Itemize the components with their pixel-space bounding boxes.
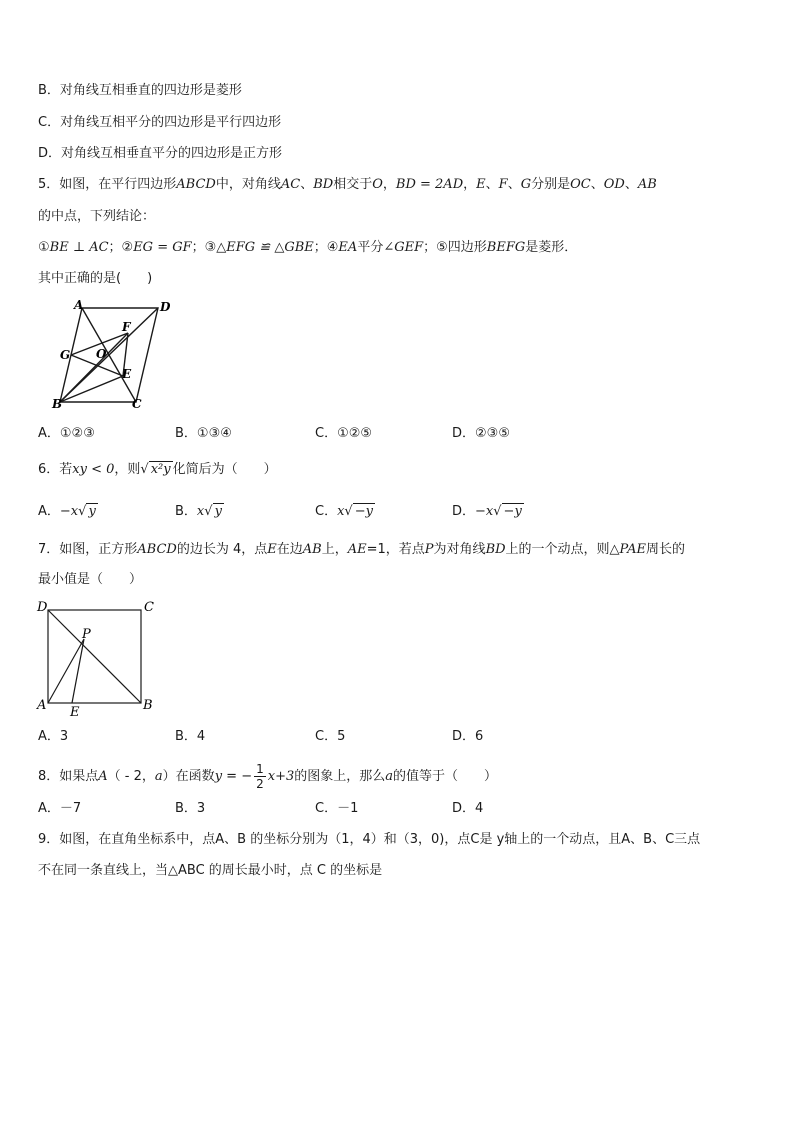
q8-option-a[interactable]: A．－7: [38, 801, 82, 816]
q5-option-c[interactable]: C．①②⑤: [315, 426, 373, 441]
q5-stem-line1: 5．如图，在平行四边形ABCD中，对角线AC、BD相交于O，BD = 2AD，E、F、G分别是OC、OD、AB: [38, 177, 657, 192]
q6-stem: 6．若xy < 0，则√ x²y 化简后为（ ）: [38, 462, 277, 477]
diagonal-db: [48, 610, 141, 703]
q7-option-c[interactable]: C．5: [315, 729, 346, 744]
q6-option-d[interactable]: D．−x√ −y: [452, 504, 522, 519]
label-d: D: [37, 600, 48, 615]
label-a: A: [74, 298, 84, 312]
q6-option-a[interactable]: A．−x√ y: [38, 504, 96, 519]
q5-conclusions: ①BE ⊥ AC；②EG = GF；③△EFG ≌ △GBE；④EA平分∠GEF；⑤四边形BEFG是菱形．: [38, 240, 578, 255]
q5-question: 其中正确的是( ): [38, 271, 153, 286]
segment-be: [60, 376, 123, 402]
q8-option-c[interactable]: C．－1: [315, 801, 359, 816]
q7-option-a[interactable]: A．3: [38, 729, 69, 744]
q5-option-d[interactable]: D．②③⑤: [452, 426, 510, 441]
q8-option-d[interactable]: D．4: [452, 801, 484, 816]
q5-option-b[interactable]: B．①③④: [175, 426, 232, 441]
label-c: C: [132, 397, 142, 411]
label-b: B: [52, 397, 63, 411]
q8-option-b[interactable]: B．3: [175, 801, 206, 816]
label-o: O: [96, 347, 107, 361]
q7-square-figure: [34, 596, 164, 720]
q8-fraction: $\frac{1}{2}$: [256, 762, 264, 791]
label-f: F: [122, 320, 131, 334]
q6-option-c[interactable]: C．x√ −y: [315, 504, 373, 519]
q7-option-b[interactable]: B．4: [175, 729, 206, 744]
q5-parallelogram-figure: [50, 298, 180, 413]
label-d: D: [160, 300, 171, 314]
label-e: E: [70, 705, 80, 720]
label-a: A: [37, 698, 47, 713]
q7-stem-line1: 7．如图，正方形ABCD的边长为 4，点E在边AB上，AE=1，若点P为对角线BD上的一个动点，则△PAE周长的: [38, 542, 685, 557]
q5-option-a[interactable]: A．①②③: [38, 426, 95, 441]
q5-stem-line2: 的中点，下列结论：: [38, 209, 156, 224]
prev-option-c: C．对角线互相平分的四边形是平行四边形: [38, 115, 282, 130]
label-e: E: [122, 367, 132, 381]
label-b: B: [143, 698, 153, 713]
q6-option-b[interactable]: B．x√ y: [175, 504, 222, 519]
q7-stem-line2: 最小值是（ ）: [38, 572, 143, 587]
prev-option-d: D．对角线互相垂直平分的四边形是正方形: [38, 146, 283, 161]
segment-bf: [60, 333, 128, 402]
label-p: P: [82, 627, 91, 642]
q9-stem-line1: 9．如图，在直角坐标系中，点A、B 的坐标分别为（1，4）和（3，0)，点C是 y轴上的一个动点，且A、B、C三点: [38, 832, 701, 847]
label-c: C: [144, 600, 154, 615]
prev-option-b: B．对角线互相垂直的四边形是菱形: [38, 83, 242, 98]
q7-option-d[interactable]: D．6: [452, 729, 484, 744]
q9-stem-line2: 不在同一条直线上，当△ABC 的周长最小时，点 C 的坐标是: [38, 863, 383, 878]
q8-stem: 8．如果点A（ - 2，a）在函数y = − $\frac{1}{2}$ x+3的图象上，那么a的值等于（ ）: [38, 762, 498, 791]
label-g: G: [60, 348, 71, 362]
